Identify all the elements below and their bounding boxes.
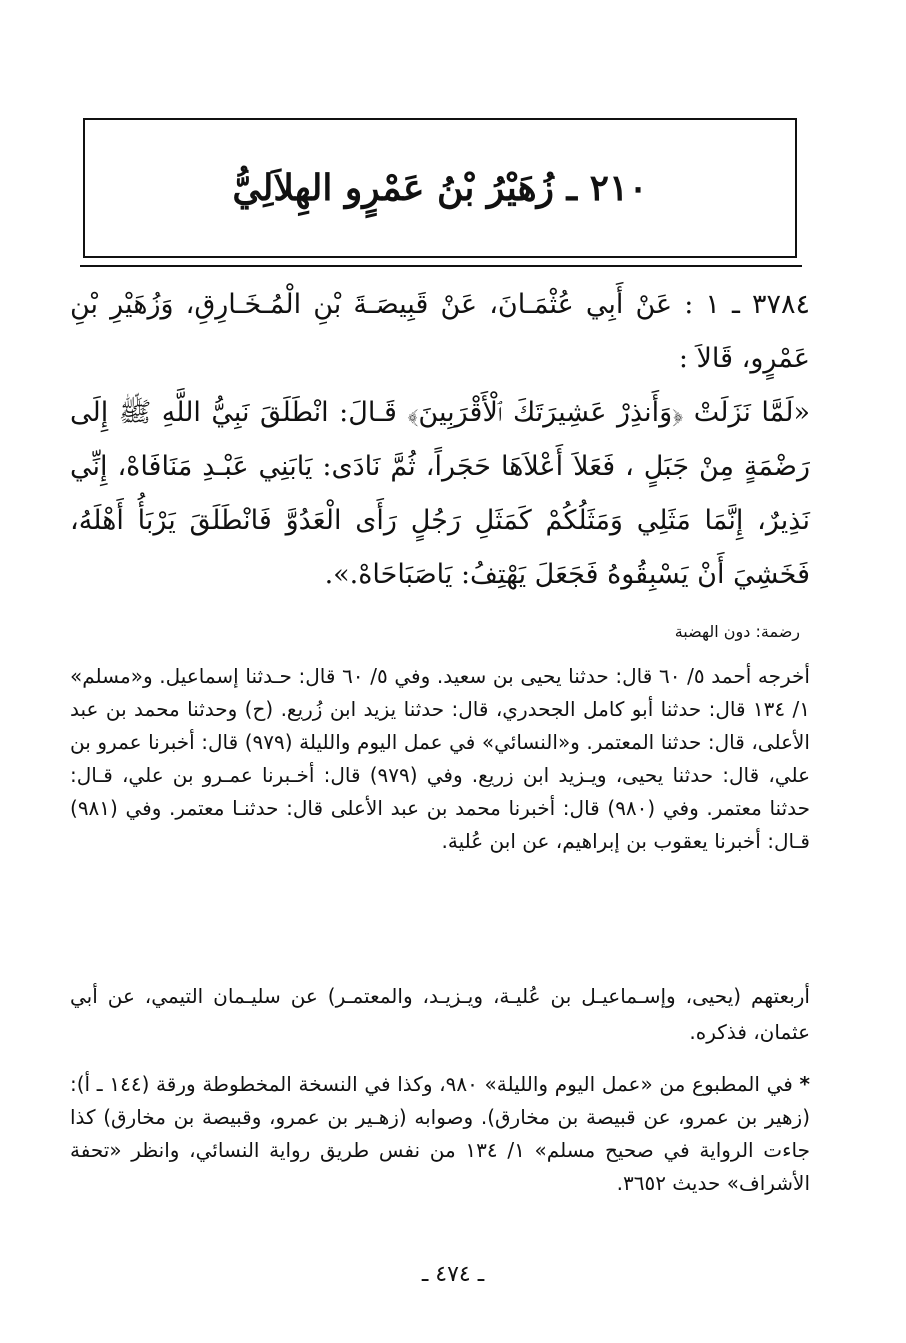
footnote: [70, 1068, 810, 1200]
chapter-title: ٢١٠ ـ زُهَيْرُ بْنُ عَمْرٍو الهِلاَلِيُّ: [232, 167, 648, 209]
chain-summary: أربعتهم (يحيى، وإسـماعيـل بن عُليـة، ويـزيـد، والمعتمـر) عن سليـمان التيمي، عن أبي عثمان، فذكره.: [70, 984, 810, 1044]
chapter-title-box: [83, 118, 797, 258]
page-number: ـ ٤٧٤ ـ: [421, 1262, 485, 1287]
takhrij-paragraph: [70, 660, 810, 872]
footnote-marker: *: [799, 1072, 811, 1096]
hadith-isnad: ٣٧٨٤ ـ ١ : عَنْ أَبِي عُثْمَـانَ، عَنْ قَبِيصَـةَ بْنِ الْمُـخَـارِقِ، وَزُهَيْرِ بْنِ عَمْرٍو، قَالاَ :: [70, 289, 811, 374]
footnote-text: في المطبوع من «عمل اليوم والليلة» ٩٨٠، وكذا في النسخة المخطوطة ورقة (١٤٤ ـ أ): (زهير بن عمرو، عن قبيصة بن مخارق). وصوابه (زهـير بن عمرو، وقبيصة بن مخارق) كذا جاءت الرواية في صحيح مسلم» ١/ ١٣٤ من نفس طريق رواية النسائي، وانظر «تحفة الأشراف» حديث ٣٦٥٢.: [70, 1072, 810, 1195]
hadith-matn: «لَمَّا نَزَلَتْ ﴿وَأَنذِرْ عَشِيرَتَكَ ٱلْأَقْرَبِينَ﴾ قَـالَ: انْطَلَقَ نَبِيُّ اللَّهِ ﷺ إِلَى رَضْمَةٍ مِنْ جَبَلٍ ، فَعَلاَ أَعْلاَهَا حَجَراً، ثُمَّ نَادَى: يَابَنِي عَبْـدِ مَنَافَاهْ، إِنِّي نَذِيرٌ، إِنَّمَا مَثَلِي وَمَثَلُكُمْ كَمَثَلِ رَجُلٍ رَأَى الْعَدُوَّ فَانْطَلَقَ يَرْبَأُ أَهْلَهُ، فَخَشِيَ أَنْ يَسْبِقُوهُ فَجَعَلَ يَهْتِفُ: يَاصَبَاحَاهْ.».: [70, 397, 810, 590]
title-divider: [80, 265, 802, 267]
gloss-note: رضمة: دون الهضبة: [674, 622, 800, 641]
takhrij-text: أخرجه أحمد ٥/ ٦٠ قال: حدثنا يحيى بن سعيد. وفي ٥/ ٦٠ قال: حـدثنا إسماعيل. و«مسلم» ١/ ١٣٤ قال: حدثنا أبو كامل الجحدري، قال: حدثنا يزيد ابن زُريع. (ح) وحدثنا محمد بن عبد الأعلى، قال: حدثنا المعتمر. و«النسائي» في عمل اليوم والليلة (٩٧٩) قال: أخبرنا عمرو بن علي، قال: حدثنا يحيى، ويـزيد ابن زريع. وفي (٩٧٩) قال: أخـبرنا عمـرو بن علي، قـال: حدثنا معتمر. وفي (٩٨٠) قال: أخبرنا محمد بن عبد الأعلى قال: حدثنـا معتمر. وفي (٩٨١) قـال: أخبرنا يعقوب بن إبراهيم، عن ابن عُلية.: [70, 664, 811, 853]
hadith-text: [70, 278, 810, 602]
